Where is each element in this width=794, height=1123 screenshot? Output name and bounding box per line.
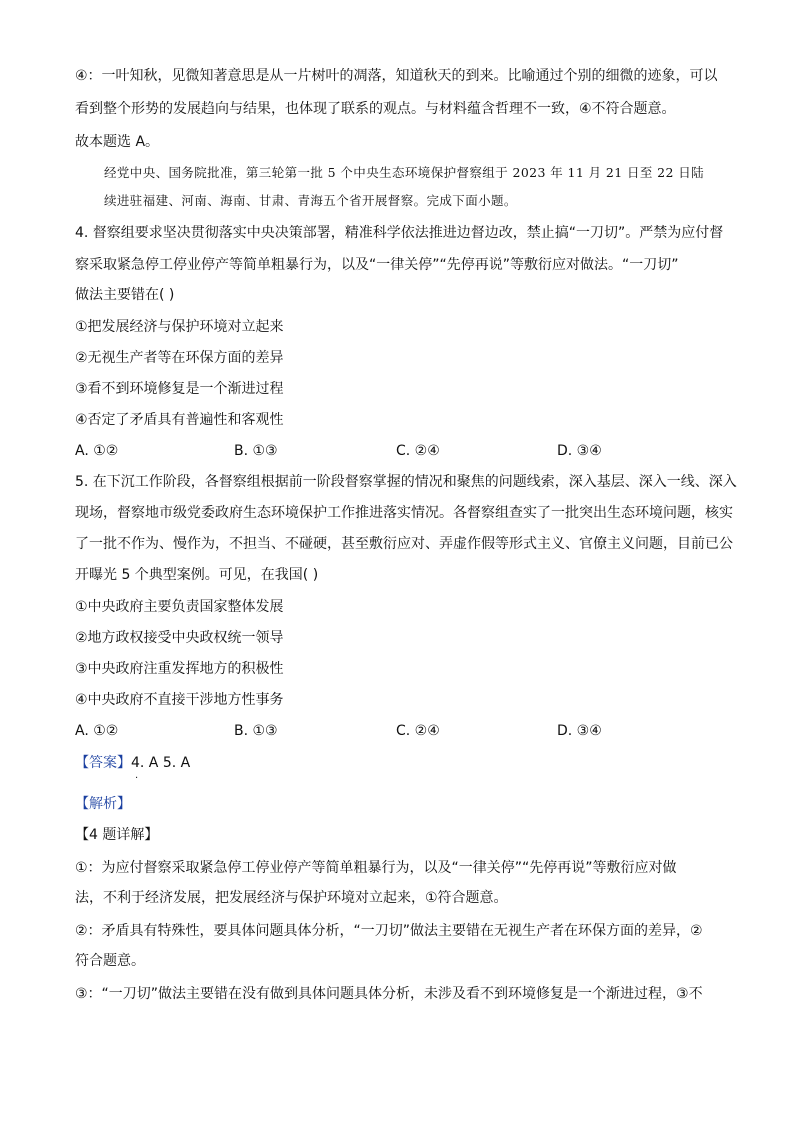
detail-p2-line-2: 符合题意。	[75, 953, 145, 969]
detail-p2-line-1: ②：矛盾具有特殊性，要具体问题具体分析，“一刀切”做法主要错在无视生产者在环保方面的差异，②	[75, 923, 703, 939]
q4-item-4: ④否定了矛盾具有普遍性和客观性	[75, 412, 284, 428]
detail-p1-line-1: ①：为应付督察采取紧急停工停业停产等简单粗暴行为，以及“一律关停”“先停再说”等敷衍应对做	[75, 860, 677, 876]
q5-item-2: ②地方政权接受中央政权统一领导	[75, 630, 284, 646]
q5-item-3: ③中央政府注重发挥地方的积极性	[75, 661, 284, 677]
q5-option-c: C. ②④	[396, 723, 440, 739]
detail-p3-line-1: ③：“一刀切”做法主要错在没有做到具体问题具体分析，未涉及看不到环境修复是一个渐进过程，③不	[75, 986, 703, 1002]
intro-line-1: ④：一叶知秋，见微知著意思是从一片树叶的凋落，知道秋天的到来。比喻通过个别的细微的迹象，可以	[75, 68, 718, 84]
q4-option-c: C. ②④	[396, 443, 440, 459]
preface-line-2: 续进驻福建、河南、海南、甘肃、青海五个省开展督察。完成下面小题。	[104, 193, 517, 208]
q4-item-1: ①把发展经济与保护环境对立起来	[75, 319, 284, 335]
q4-option-b: B. ①③	[234, 443, 278, 459]
q5-option-b: B. ①③	[234, 723, 278, 739]
q4-option-d: D. ③④	[557, 443, 602, 459]
answer-line	[75, 754, 190, 772]
q4-item-3: ③看不到环境修复是一个渐进过程	[75, 381, 284, 397]
q4-item-2: ②无视生产者等在环保方面的差异	[75, 350, 284, 366]
q5-option-d: D. ③④	[557, 723, 602, 739]
detail-p1-line-2: 法，不利于经济发展，把发展经济与保护环境对立起来，①符合题意。	[75, 890, 508, 906]
q5-item-4: ④中央政府不直接干涉地方性事务	[75, 692, 284, 708]
q5-stem-line-2: 现场，督察地市级党委政府生态环境保护工作推进落实情况。各督察组查实了一批突出生态环境问题，核实	[75, 505, 733, 521]
intro-line-2: 看到整个形势的发展趋向与结果，也体现了联系的观点。与材料蕴含哲理不一致，④不符合题意。	[75, 101, 676, 117]
answer-tag: 【答案】	[75, 755, 131, 771]
q5-stem-line-1: 5. 在下沉工作阶段，各督察组根据前一阶段督察掌握的情况和聚焦的问题线索，深入基层、深入一线、深入	[75, 474, 737, 490]
q5-option-a: A. ①②	[75, 723, 119, 739]
q4-stem-line-3: 做法主要错在( )	[75, 287, 175, 303]
answer-text: 4. A 5. A	[131, 755, 191, 771]
analysis-tag: 【解析】	[75, 796, 131, 812]
q5-stem-line-4: 开曝光 5 个典型案例。可见，在我国( )	[75, 567, 319, 583]
decorative-dot: ·	[135, 773, 139, 784]
intro-line-3: 故本题选 A。	[75, 134, 160, 150]
q4-stem-line-1: 4. 督察组要求坚决贯彻落实中央决策部署，精准科学依法推进边督边改，禁止搞“一刀切”。严禁为应付督	[75, 225, 724, 241]
q4-detail-heading: 【4 题详解】	[75, 827, 159, 843]
q4-option-a: A. ①②	[75, 443, 119, 459]
preface-line-1: 经党中央、国务院批准，第三轮第一批 5 个中央生态环境保护督察组于 2023 年 11 月 21 日至 22 日陆	[104, 165, 705, 180]
q5-stem-line-3: 了一批不作为、慢作为，不担当、不碰硬，甚至敷衍应对、弄虚作假等形式主义、官僚主义问题，目前已公	[75, 536, 733, 552]
q5-item-1: ①中央政府主要负责国家整体发展	[75, 599, 284, 615]
q4-stem-line-2: 察采取紧急停工停业停产等简单粗暴行为，以及“一律关停”“先停再说”等敷衍应对做法。“一刀切”	[75, 257, 679, 273]
